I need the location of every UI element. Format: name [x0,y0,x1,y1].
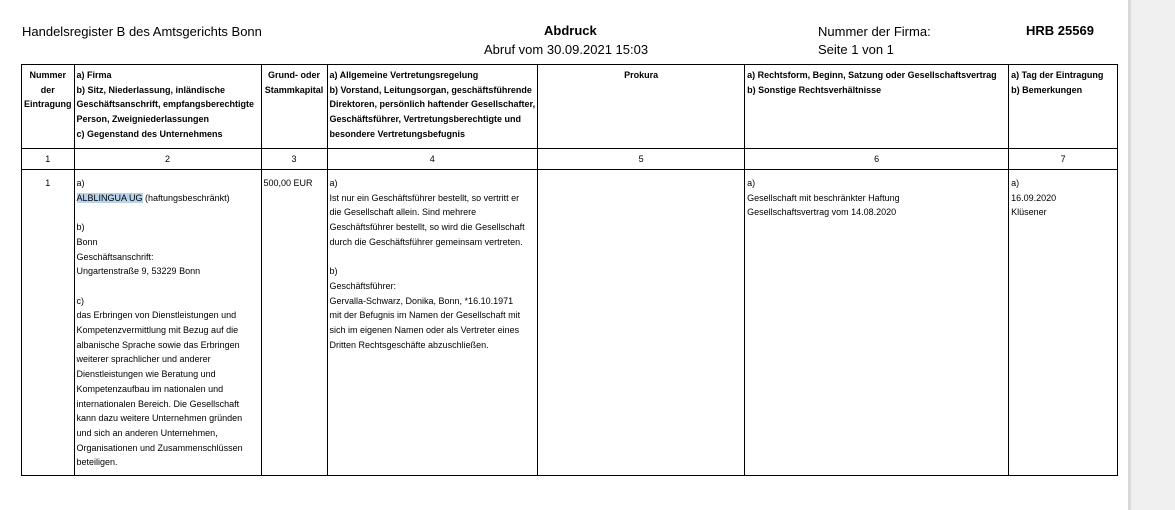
firm-suffix: (haftungsbeschränkt) [142,192,230,203]
page-indicator: Seite 1 von 1 [818,42,894,57]
representation-cell: a) Ist nur ein Geschäftsführer bestellt, so vertritt er die Gesellschaft allein. Sind mehrere Geschäftsführer bestellt, so wird die Gesellschaft durch die Geschäftsführer gemeinsam vertreten. b) Geschäftsführer: Gervalla-Schwarz, Donika, Bonn, *16.10.1971 mit der Befugnis im Namen der Gesellschaft mit sich im eigenen Namen oder als Vertreter eines Dritten Rechtsgeschäfte abzuschließen. [327,170,538,476]
capital-value: 500,00 EUR [263,178,313,188]
purpose-line: internationalen Bereich. Die Gesellschaft [76,398,240,409]
prokura-cell [538,170,745,476]
header-col-6: a) Rechtsform, Beginn, Satzung oder Gesellschaftsvertrag b) Sonstige Rechtsverhältnisse [745,65,1009,149]
seat: Bonn [76,236,98,247]
purpose-line: weiterer sprachlicher und anderer [76,354,211,365]
column-number-row [22,149,1118,170]
column-number: 1 [22,149,75,170]
entry-number: 1 [22,170,75,476]
purpose-line: Kompetenzaufbau im nationalen und [76,383,224,394]
purpose-line: Dienstleistungen wie Beratung und [76,369,216,380]
director-line: mit der Befugnis im Namen der Gesellschaft mit [329,310,521,321]
document-type: Abdruck [544,23,597,38]
purpose-line: das Erbringen von Dienstleistungen und [76,310,237,321]
firm-number-label: Nummer der Firma: [818,24,931,39]
address-label: Geschäftsanschrift: [76,251,154,262]
header-col-4: a) Allgemeine Vertretungsregelung b) Vorstand, Leitungsorgan, geschäftsführende Direktoren, persönlich haftender Gesellschafter, Geschäftsführer, Vertretungsberechtigte und besondere Vertretungsbefugnis [327,65,538,149]
registration-date: 16.09.2020 [1011,192,1057,203]
page-shadow [1128,0,1131,510]
representation-line: Geschäftsführer bestellt, so wird die Gesellschaft [329,222,525,233]
legal-form-line: Gesellschaftsvertrag vom 14.08.2020 [747,207,897,218]
purpose-line: kann dazu weitere Unternehmen gründen [76,413,243,424]
header-col-7: a) Tag der Eintragung b) Bemerkungen [1009,65,1118,149]
purpose-line: beteiligen. [76,457,118,468]
header-col-1: Nummer der Eintragung [22,65,75,149]
header-col-2: a) Firma b) Sitz, Niederlassung, inländische Geschäftsanschrift, empfangsberechtigte Person, Zweigniederlassungen c) Gegenstand des Unternehmens [74,65,261,149]
registrar-name: Klüsener [1011,207,1047,218]
director-line: Dritten Rechtsgeschäfte abzuschließen. [329,339,489,350]
address: Ungartenstraße 9, 53229 Bonn [76,266,201,277]
purpose-line: Kompetenzvermittlung mit Bezug auf die [76,325,239,335]
column-number: 3 [261,149,327,170]
purpose-line: Organisationen und Zusammenschlüssen [76,442,243,453]
column-number: 4 [327,149,538,170]
table-header-row [22,65,1118,149]
firm-cell: a) ALBLINGUA UG (haftungsbeschränkt) b) Bonn Geschäftsanschrift: Ungartenstraße 9, 53229 Bonn c) das Erbringen von Dienstleistungen und Kompetenzvermittlung mit Bezug auf die albanische Sprache sowie das Erbringen weiterer sprachlicher und anderer Dienstleistungen wie Beratung und Kompetenzaufbau im nationalen und internationalen Bereich. Die Gesellschaft kann dazu weitere Unternehmen gründen und sich an anderen Unternehmen, Organisationen und Zusammenschlüssen beteiligen. [74,170,261,476]
representation-line: durch die Geschäftsführer gemeinsam vertreten. [329,236,523,247]
hrb-number: HRB 25569 [1026,23,1094,38]
capital-cell [261,170,327,476]
column-number: 5 [538,149,745,170]
column-number: 7 [1009,149,1118,170]
column-number: 2 [74,149,261,170]
legal-form-cell: a) Gesellschaft mit beschränkter Haftung Gesellschaftsvertrag vom 14.08.2020 [745,170,1009,476]
registration-cell: a) 16.09.2020 Klüsener [1009,170,1118,476]
director-line: Geschäftsführer: [329,280,397,291]
representation-line: Ist nur ein Geschäftsführer bestellt, so vertritt er [329,192,520,203]
director-line: Gervalla-Schwarz, Donika, Bonn, *16.10.1971 [329,295,514,306]
director-line: sich im eigenen Namen oder als Vertreter eines [329,325,520,336]
retrieval-timestamp: Abruf vom 30.09.2021 15:03 [484,42,649,57]
firm-name-selected[interactable]: ALBLINGUA UG [76,192,143,203]
court-title: Handelsregister B des Amtsgerichts Bonn [22,24,262,39]
column-number: 6 [745,149,1009,170]
register-table [21,64,1118,476]
purpose-line: albanische Sprache sowie das Erbringen [76,339,240,350]
representation-line: die Gesellschaft allein. Sind mehrere [329,207,477,218]
entry-row [22,170,1118,476]
firm-name-line [77,191,259,206]
header-col-3: Grund- oder Stammkapital [261,65,327,149]
purpose-line: und sich an anderen Unternehmen, [76,427,218,438]
legal-form-line: Gesellschaft mit beschränkter Haftung [747,192,900,203]
header-col-5: Prokura [538,65,745,149]
